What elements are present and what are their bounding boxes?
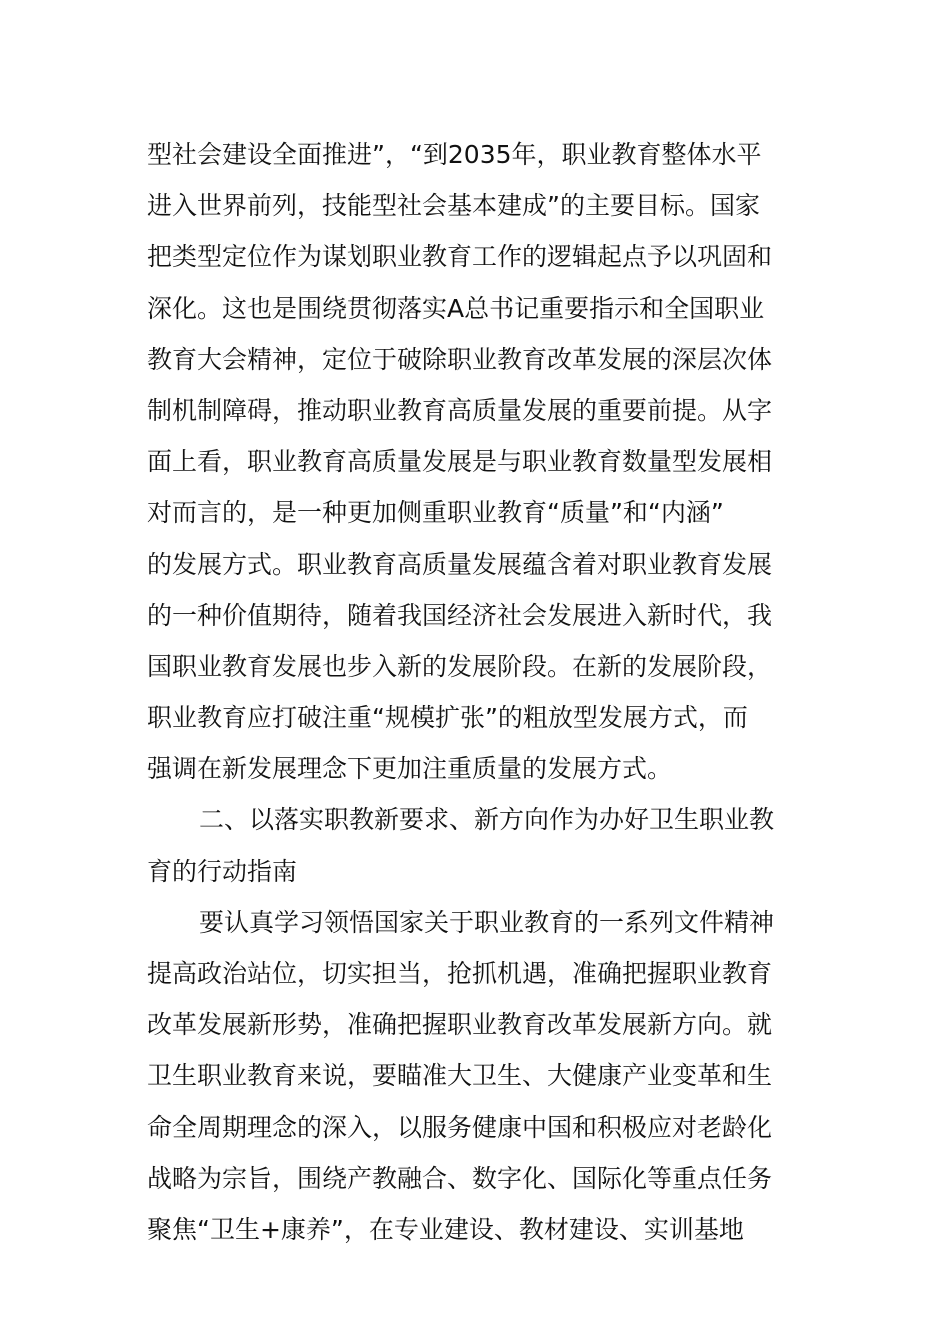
paragraph-line: 提高政治站位，切实担当，抢抓机遇，准确把握职业教育 [147,959,773,988]
paragraph-line: 要认真学习领悟国家关于职业教育的一系列文件精神 [199,907,775,937]
paragraph-line: 型社会建设全面推进”，“到2035年，职业教育整体水平 [147,140,762,169]
paragraph-line: 命全周期理念的深入，以服务健康中国和积极应对老龄化 [147,1112,773,1142]
paragraph-line: 深化。这也是围绕贯彻落实A总书记重要指示和全国职业 [147,293,765,323]
paragraph-line: 进入世界前列，技能型社会基本建成”的主要目标。国家 [147,191,760,221]
paragraph-line: 改革发展新形势，准确把握职业教育改革发展新方向。就 [147,1010,773,1040]
section-heading-line: 二、以落实职教新要求、新方向作为办好卫生职业教 [199,805,775,835]
section-heading-line: 育的行动指南 [147,856,298,886]
paragraph-line: 卫生职业教育来说，要瞄准大卫生、大健康产业变革和生 [147,1061,773,1091]
paragraph-line: 的发展方式。职业教育高质量发展蕴含着对职业教育发展 [147,549,773,579]
paragraph-line: 面上看，职业教育高质量发展是与职业教育数量型发展相 [147,447,773,477]
paragraph-line: 的一种价值期待，随着我国经济社会发展进入新时代，我 [147,600,773,630]
paragraph-line: 对而言的，是一种更加侧重职业教育“质量”和“内涵” [147,498,724,528]
paragraph-line: 强调在新发展理念下更加注重质量的发展方式。 [147,754,673,784]
paragraph-line: 教育大会精神，定位于破除职业教育改革发展的深层次体 [147,344,773,374]
paragraph-line: 聚焦“卫生+康养”，在专业建设、教材建设、实训基地 [147,1214,744,1244]
paragraph-line: 职业教育应打破注重“规模扩张”的粗放型发展方式，而 [147,703,748,733]
paragraph-line: 战略为宗旨，围绕产教融合、数字化、国际化等重点任务 [147,1163,773,1193]
paragraph-line: 制机制障碍，推动职业教育高质量发展的重要前提。从字 [147,395,773,425]
paragraph-line: 把类型定位作为谋划职业教育工作的逻辑起点予以巩固和 [147,242,773,272]
document-body [147,129,817,1255]
paragraph-line: 国职业教育发展也步入新的发展阶段。在新的发展阶段， [147,651,773,681]
